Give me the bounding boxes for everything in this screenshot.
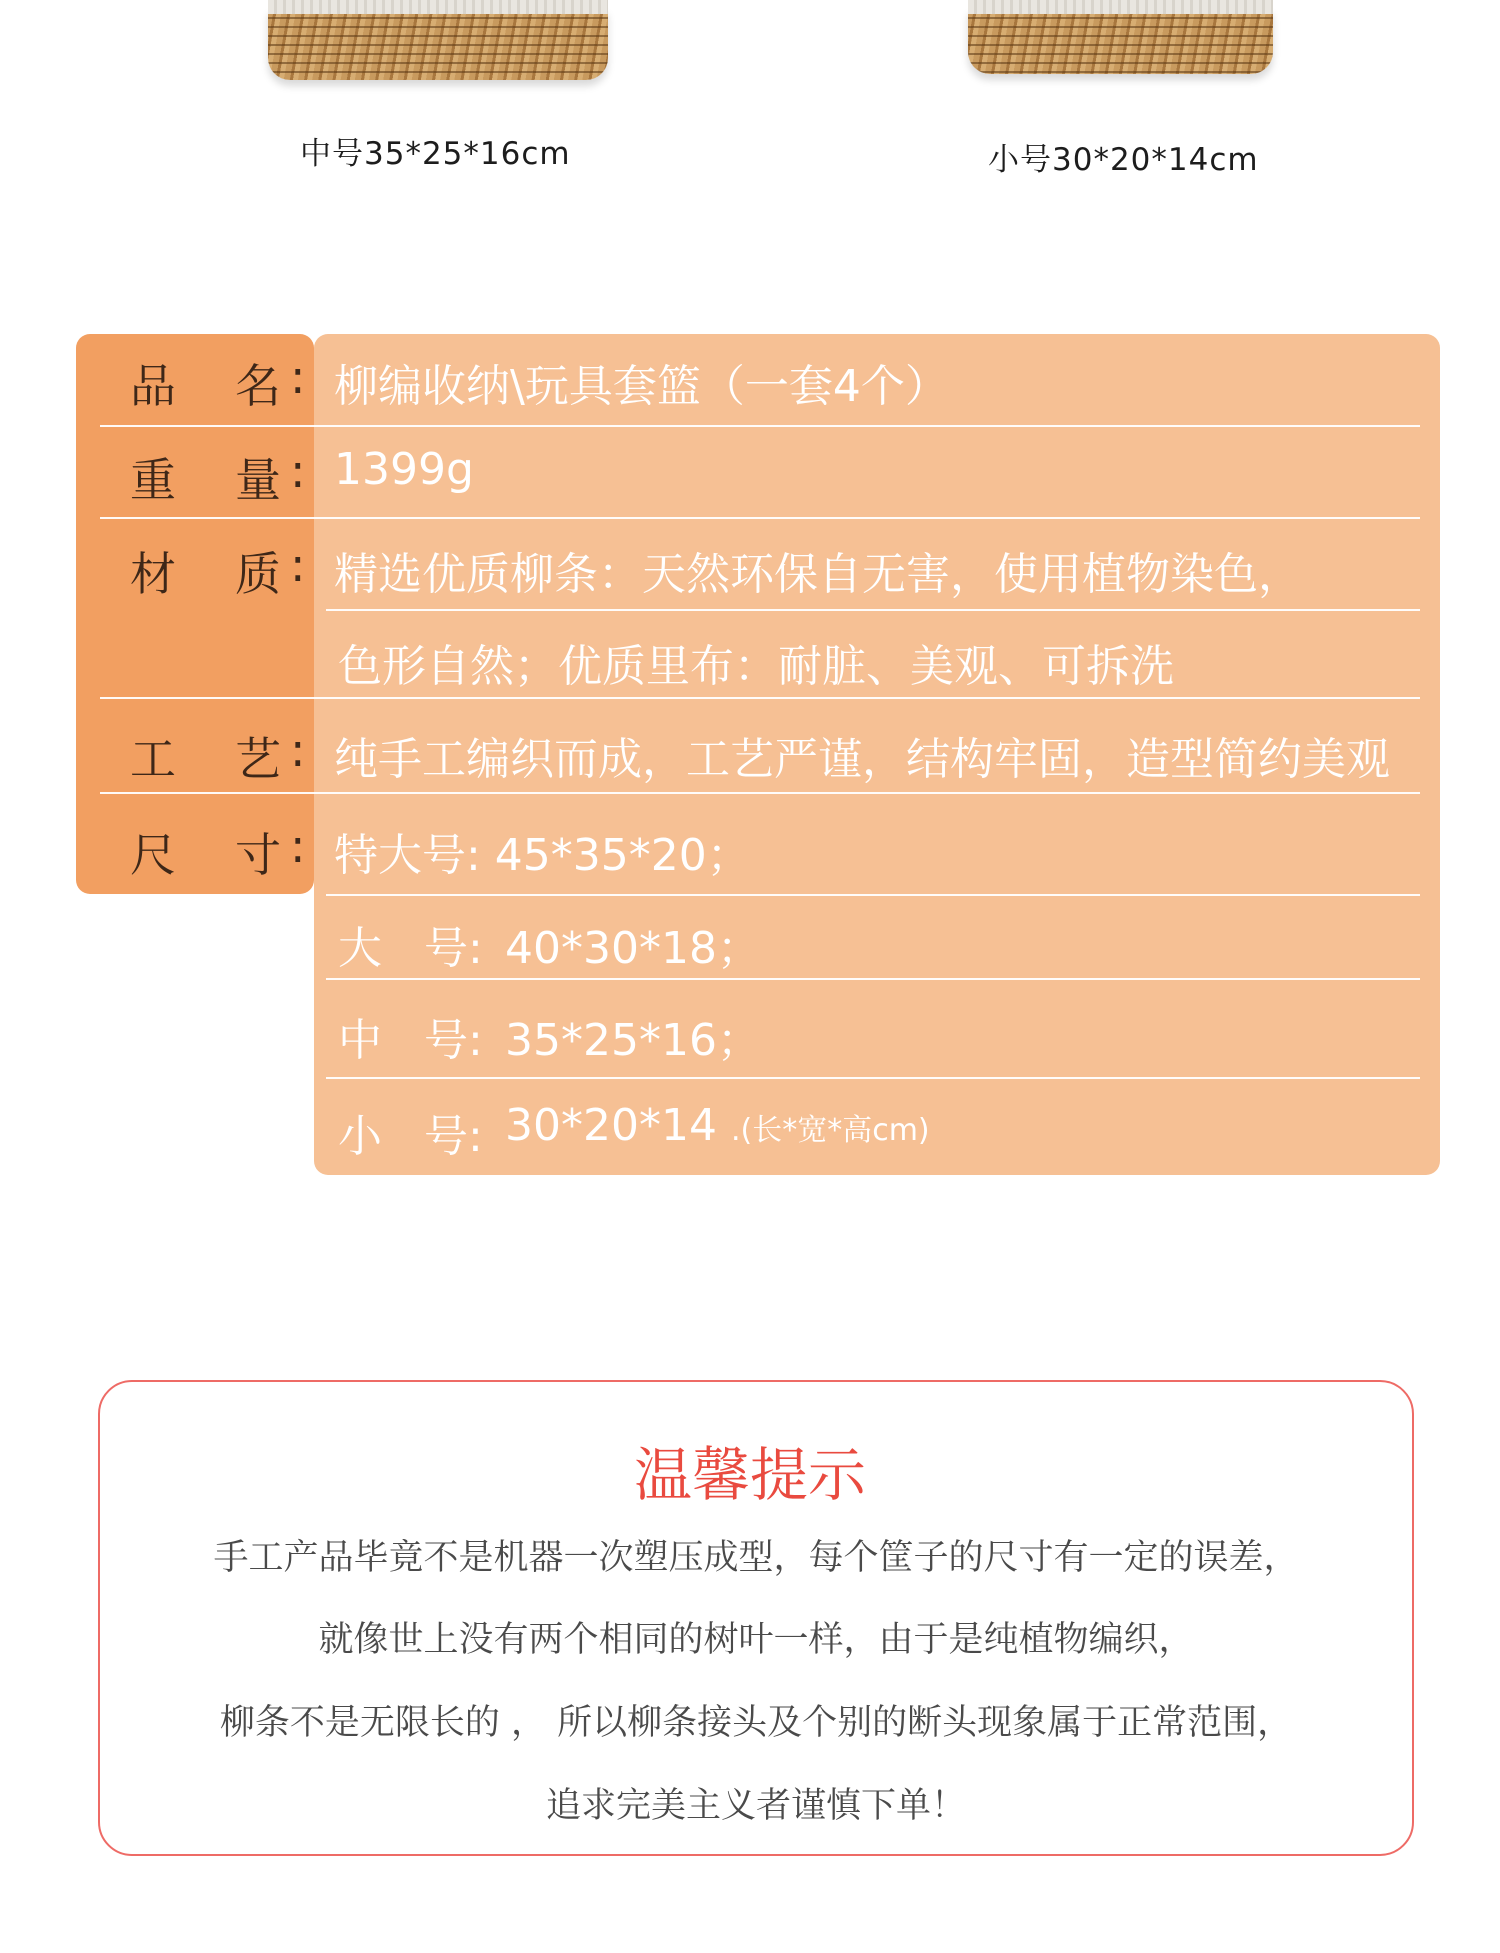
basket-image-small xyxy=(968,0,1273,74)
warm-tips-line-1: 手工产品毕竟不是机器一次塑压成型，每个筐子的尺寸有一定的误差， xyxy=(213,1538,1299,1578)
warm-tips-line-4: 追求完美主义者谨慎下单！ xyxy=(545,1786,966,1826)
divider xyxy=(100,517,1420,519)
warm-tips-line-3: 柳条不是无限长的 ， 所以柳条接头及个别的断头现象属于正常范围， xyxy=(219,1703,1293,1743)
size-large-value: 40*30*18； xyxy=(505,923,761,974)
divider xyxy=(100,792,1420,794)
size-large-label: 大 号: xyxy=(338,923,483,974)
spec-labels-panel xyxy=(76,334,314,894)
warm-tips-title: 温馨提示 xyxy=(633,1441,866,1509)
value-size-xl: 特大号: 45*35*20； xyxy=(334,830,751,881)
size-medium-label: 中 号: xyxy=(338,1015,483,1066)
divider xyxy=(326,978,1420,980)
divider xyxy=(326,609,1420,611)
value-name: 柳编收纳\玩具套篮（一套4个） xyxy=(334,361,949,412)
size-unit-note: .(长*宽*高cm) xyxy=(730,1113,930,1148)
divider xyxy=(100,425,1420,427)
size-small-label: 小 号: xyxy=(338,1111,483,1162)
size-small-value xyxy=(505,1100,930,1151)
divider xyxy=(100,697,1420,699)
size-small-number: 30*20*14 xyxy=(505,1100,717,1151)
warm-tips-line-2: 就像世上没有两个相同的树叶一样，由于是纯植物编织， xyxy=(318,1620,1194,1660)
value-craft: 纯手工编织而成，工艺严谨，结构牢固，造型简约美观 xyxy=(334,734,1390,785)
value-weight: 1399g xyxy=(334,444,474,495)
divider xyxy=(326,1077,1420,1079)
value-material-line-2: 色形自然；优质里布：耐脏、美观、可拆洗 xyxy=(338,641,1174,692)
basket-image-medium xyxy=(268,0,608,80)
size-medium-value: 35*25*16； xyxy=(505,1015,761,1066)
divider xyxy=(326,894,1420,896)
caption-medium: 中号35*25*16cm xyxy=(300,136,571,172)
value-material-line-1: 精选优质柳条：天然环保自无害，使用植物染色， xyxy=(334,549,1302,600)
caption-small: 小号30*20*14cm xyxy=(988,142,1259,178)
